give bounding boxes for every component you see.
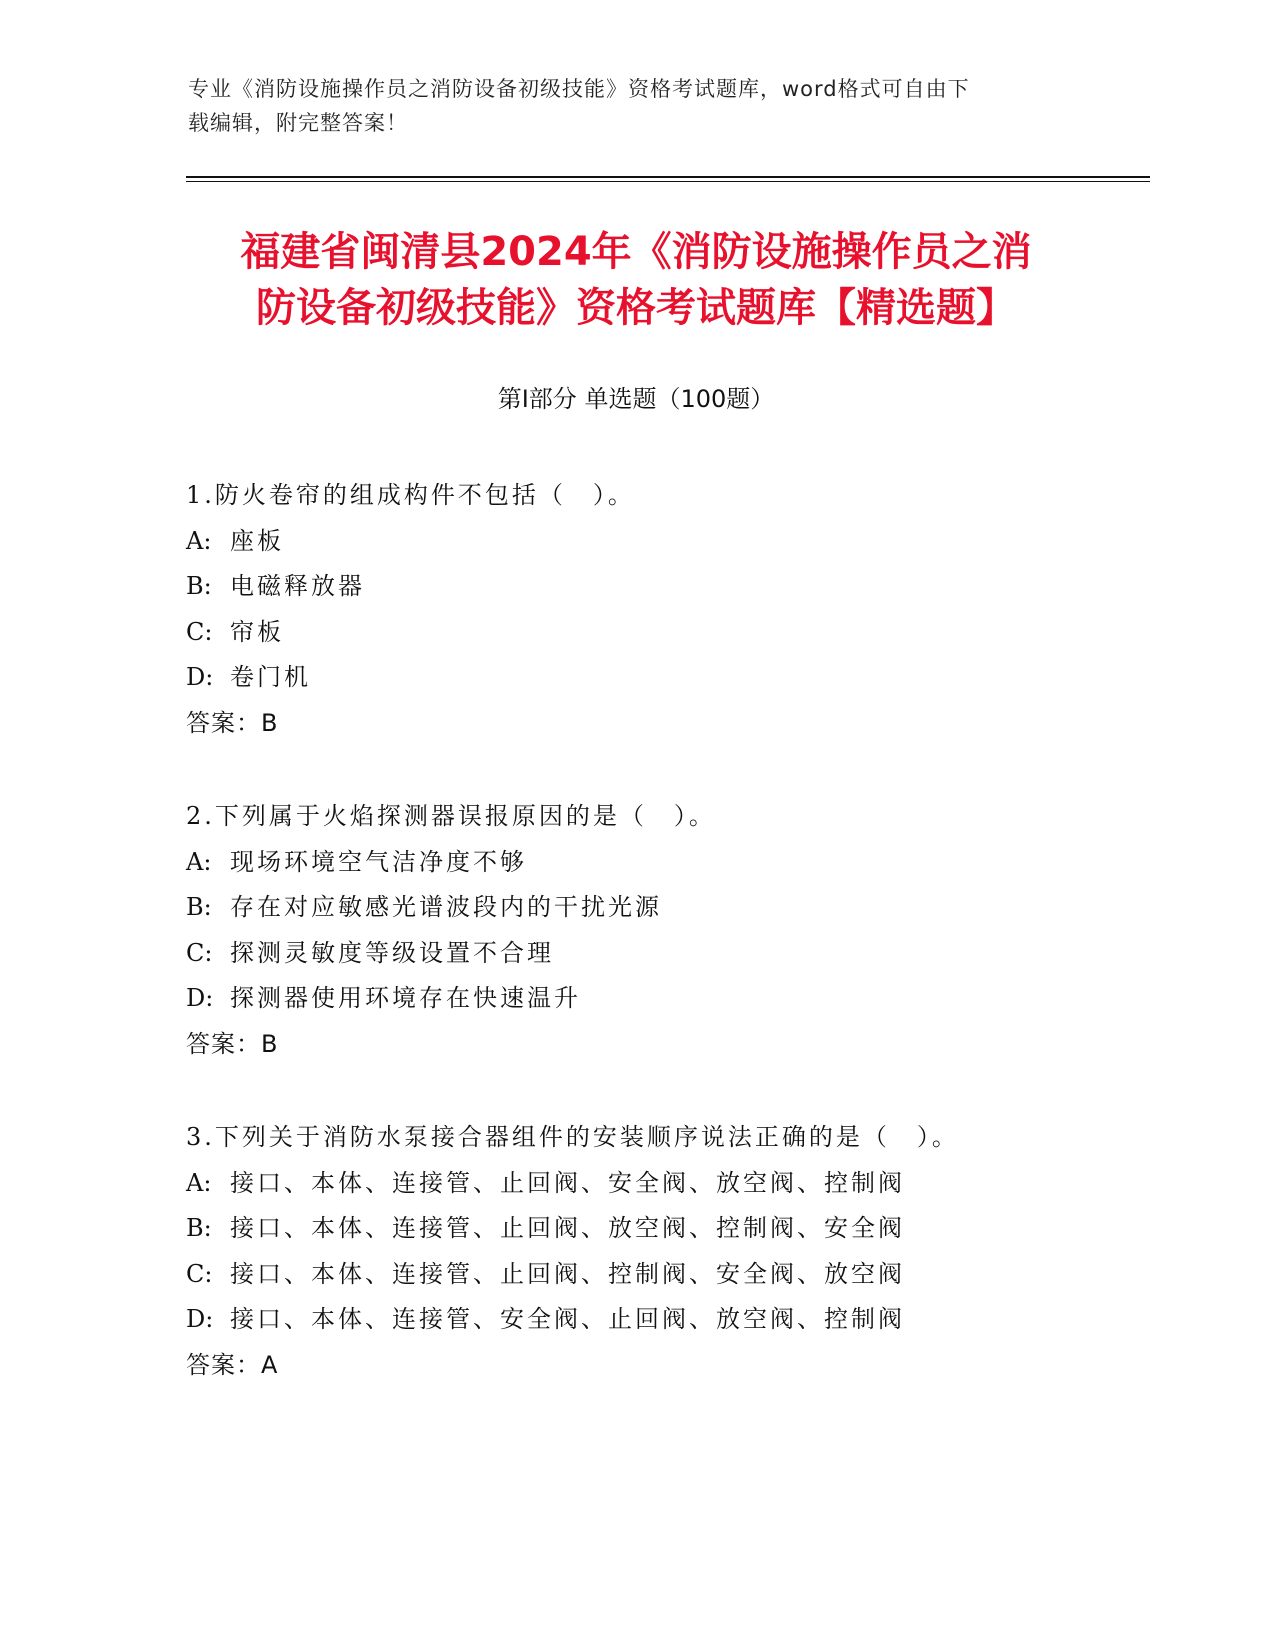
option-a — [186, 1161, 1146, 1207]
option-letter: B: — [186, 1214, 212, 1242]
option-text: 卷门机 — [230, 663, 311, 691]
option-letter: C: — [186, 938, 213, 967]
option-text: 探测器使用环境存在快速温升 — [230, 984, 581, 1012]
option-letter: A: — [186, 1168, 212, 1197]
option-c — [186, 1252, 1146, 1298]
option-a — [186, 840, 1146, 886]
option-text: 接口、本体、连接管、止回阀、控制阀、安全阀、放空阀 — [230, 1259, 905, 1288]
option-text: 现场环境空气洁净度不够 — [230, 847, 527, 876]
question-stem: 2.下列属于火焰探测器误报原因的是（ ）。 — [186, 802, 716, 830]
option-letter: C: — [186, 617, 213, 646]
header-note — [188, 72, 1068, 140]
option-letter: A: — [186, 847, 212, 876]
option-letter: D: — [186, 984, 214, 1012]
answer: 答案：A — [186, 1350, 279, 1379]
header-note-line-1: 专业《消防设施操作员之消防设备初级技能》资格考试题库，word格式可自由下 — [188, 77, 970, 101]
header-divider-thin — [186, 181, 1150, 182]
option-text: 帘板 — [230, 617, 284, 646]
option-letter: D: — [186, 663, 214, 691]
header-divider-thick — [186, 176, 1150, 178]
option-b — [186, 1206, 1146, 1252]
document-title — [186, 224, 1086, 336]
option-c — [186, 931, 1146, 977]
document-title-line-2: 防设备初级技能》资格考试题库【精选题】 — [256, 285, 1016, 331]
question-2 — [186, 794, 1146, 1067]
option-letter: B: — [186, 572, 212, 600]
question-list — [186, 473, 1146, 1436]
option-letter: A: — [186, 526, 212, 555]
option-text: 探测灵敏度等级设置不合理 — [230, 938, 554, 967]
section-title: 第Ⅰ部分 单选题（100题） — [497, 385, 775, 413]
document-title-line-1: 福建省闽清县2024年《消防设施操作员之消 — [240, 229, 1032, 275]
option-letter: C: — [186, 1259, 213, 1288]
option-text: 座板 — [230, 526, 284, 555]
question-1 — [186, 473, 1146, 746]
option-a — [186, 519, 1146, 565]
question-stem: 3.下列关于消防水泵接合器组件的安装顺序说法正确的是（ ）。 — [186, 1123, 959, 1151]
option-c — [186, 610, 1146, 656]
option-text: 存在对应敏感光谱波段内的干扰光源 — [230, 893, 662, 921]
answer: 答案：B — [186, 1029, 279, 1058]
answer: 答案：B — [186, 708, 279, 737]
option-d — [186, 655, 1146, 701]
header-note-line-2: 载编辑，附完整答案！ — [188, 111, 408, 135]
option-d — [186, 976, 1146, 1022]
option-text: 接口、本体、连接管、止回阀、安全阀、放空阀、控制阀 — [230, 1168, 905, 1197]
option-letter: D: — [186, 1305, 214, 1333]
question-stem: 1.防火卷帘的组成构件不包括（ ）。 — [186, 481, 635, 509]
option-b — [186, 564, 1146, 610]
option-d — [186, 1297, 1146, 1343]
option-letter: B: — [186, 893, 212, 921]
question-3 — [186, 1115, 1146, 1388]
option-text: 接口、本体、连接管、安全阀、止回阀、放空阀、控制阀 — [230, 1305, 905, 1333]
option-text: 接口、本体、连接管、止回阀、放空阀、控制阀、安全阀 — [230, 1214, 905, 1242]
option-text: 电磁释放器 — [230, 572, 365, 600]
option-b — [186, 885, 1146, 931]
